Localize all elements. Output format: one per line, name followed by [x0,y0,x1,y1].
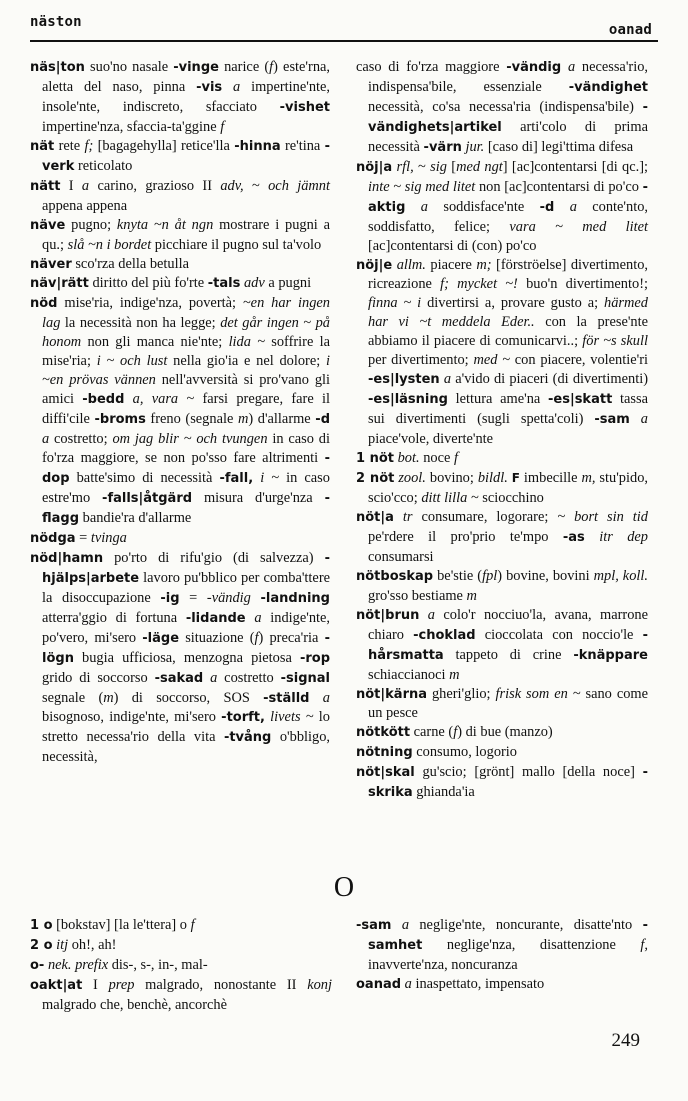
headword: -falls|åtgärd [102,490,193,506]
italic-text: a [567,59,576,75]
headword: -verk [42,138,331,174]
dictionary-entry [356,58,648,158]
dictionary-entry [30,294,330,528]
headword: -vishet [279,99,330,115]
italic-text: a [404,975,412,992]
entry-text [561,59,568,75]
italic-text: frisk som en ~ [495,685,581,702]
entry-text: = [75,529,91,546]
headword: 2 o [30,937,53,953]
entry-text: [bokstav] [la le'ttera] o [52,917,191,933]
entry-text: ghianda'ia [412,784,475,801]
headword: näv|rätt [30,276,89,292]
italic-text: tr [402,508,413,525]
entry-text: ) di bue (manzo) [457,724,553,741]
entry-text: arti'colo di prima necessità [368,118,648,155]
entry-text: ) d'allarme [248,411,316,428]
italic-text: härmed har vi ~t meddela Eder.. [368,295,648,331]
entry-text: misura d'urge'nza [192,489,325,506]
headword: nöd [30,296,58,312]
italic-text: a [254,609,262,626]
entry-text: be'stie ( [433,567,483,584]
italic-text: a [401,917,410,933]
entry-text: piacere [425,256,477,273]
entry-text: suo'no nasale [84,59,174,75]
dictionary-entry [30,177,330,216]
dictionary-entry [30,956,332,976]
dictionary-entry [30,529,330,549]
italic-text: knyta ~n åt ngn [116,216,214,233]
entry-text [585,529,599,545]
dictionary-entry [30,274,330,294]
running-head-right: oanad [608,22,652,38]
headword: oakt|at [30,977,83,993]
entry-text: [bagagehylla] retice'lla [93,137,235,154]
dictionary-entry [356,567,648,606]
entry-text: inavverte'nza, noncuranza [368,956,518,973]
entry-text: inaspettato, impensato [411,975,545,992]
italic-text: a [81,177,90,194]
italic-text: finna ~ i [368,295,422,312]
headword: nötboskap [356,568,434,584]
headword: -vändig [506,60,562,75]
entry-text: ) di soccorso, SOS [113,689,264,706]
dictionary-entry [30,58,330,137]
italic-text: i ~ [260,470,280,487]
italic-text: om jag blir ~ och tvungen [112,431,268,448]
dictionary-column-left [30,58,330,767]
entry-text: indige'nte, po'vero, mi'sero [42,609,330,646]
headword: -tals [207,276,241,292]
entry-text: per divertimento; [368,352,474,369]
headword: oanad [356,976,402,992]
entry-text: farsi pregare, fare il diffi'cile [42,391,330,428]
dictionary-entry [30,255,330,275]
headword: -vinge [173,60,219,75]
headword: -sam [594,412,630,428]
entry-text [394,509,403,525]
entry-text: segnale ( [42,689,104,706]
entry-text: costretto; [49,431,113,448]
italic-text: f [453,724,458,741]
entry-text: [ [446,158,457,175]
entry-text: soddisface'nte [427,198,540,215]
entry-text: diritto del più fo'rte [88,275,208,292]
headword: -vändighet [568,79,648,95]
entry-text: I [82,976,109,993]
dictionary-entry [30,216,330,255]
dictionary-entry [356,975,648,995]
entry-text: colo'r nocciuo'la, avana, marrone chiaro [368,606,648,643]
entry-text: po'rto di rifu'gio (di salvezza) [103,549,325,566]
entry-text: = [179,589,207,606]
italic-text: bot. [397,450,420,467]
entry-text: sciocchino [478,489,544,506]
entry-text: rete [54,137,85,154]
entry-text: malgrado, nonostante II [134,976,308,993]
entry-text: tappeto di crine [443,646,574,663]
italic-text: det går ingen ~ på honom [42,315,330,351]
entry-text: con la prese'nte abbiamo il piacere di comunicarvi..; [368,314,649,350]
headword: nöt|kärna [356,686,428,702]
entry-text: ~ [413,158,431,175]
dictionary-entry [30,137,330,177]
page-number: 249 [611,1030,640,1051]
entry-text: bisognoso, indige'nte, mi'sero [42,709,222,726]
entry-text: caso di fo'rza maggiore [356,59,507,75]
entry-text: costretto [217,669,281,686]
italic-text: allm. [396,256,426,273]
italic-text: a [322,689,330,706]
entry-text: buo'n divertimento!; [517,276,648,293]
entry-text: [förströelse] divertimento, ricreazione [368,256,648,293]
headword: -bedd [82,392,125,408]
entry-text: mostrare i pugni a qu.; [42,216,331,253]
entry-text [391,917,401,933]
entry-text: a'vido di piaceri (di divertimenti) [451,371,648,388]
italic-text: livets ~ [270,709,314,726]
entry-text: necessa'rio, indispensa'bile, essenziale [368,59,648,95]
italic-text: m [237,411,249,428]
headword: nöj|e [356,257,393,273]
headword: nöd|hamn [30,550,104,566]
headword: -choklad [413,627,476,643]
headword: 2 nöt [356,471,395,487]
header-rule [30,40,658,42]
headword: -sakad [154,670,204,686]
entry-text: neglige'nza, disattenzione [422,936,641,953]
entry-text: in caso estre'mo [42,470,330,506]
entry-text: sano come un pesce [368,685,648,722]
headword: -knäppare [573,647,648,663]
italic-text: a [427,606,435,623]
italic-text: f, [640,936,648,953]
italic-text: f [453,450,458,467]
entry-text: bandie'ra d'allarme [79,509,192,526]
entry-text: [caso di] legi'ttima difesa [484,138,634,155]
entry-text: I [60,177,82,194]
entry-text: pugno; [65,216,117,233]
entry-text: nella gio'ia e nel dolore; [167,353,326,370]
italic-text: jur. [465,138,485,155]
headword: -läge [142,630,180,646]
italic-text: f; [84,137,94,154]
entry-text: la necessità non ha legge; [60,315,221,332]
italic-text: ditt lilla ~ [421,489,479,506]
headword: 1 nöt [356,451,394,467]
entry-text: non [ac]contentarsi di po'co [475,178,643,195]
entry-text: impertine'nza, sfaccia-ta'ggine [42,118,221,135]
italic-text: fpl [482,567,498,584]
italic-text: i ~en prövas vännen [42,353,330,389]
headword: -broms [94,412,146,428]
headword: -torft, [221,710,265,726]
headword: -dop [42,451,330,487]
entry-text: ) este'rna, aletta del naso, pinna [42,59,330,95]
italic-text: sig [430,158,447,175]
italic-text: ~ bort sin tid [557,508,648,525]
headword: näver [30,256,72,272]
entry-text: carne ( [410,724,454,741]
headword: nätt [30,178,61,194]
entry-text: consumare, logorare; [412,508,558,525]
entry-text: ] [ac]contentarsi [di qc.]; [502,158,649,175]
headword: -hårsmatta [368,627,648,663]
entry-text: neglige'nte, noncurante, disatte'nto [409,917,643,933]
entry-text: piace'vole, diverte'nte [368,431,494,448]
entry-text [630,411,641,427]
entry-text: batte'simo di necessità [69,470,220,487]
entry-text: gu'scio; [grönt] mallo [della noce] [414,764,643,781]
entry-text: mise'ria, indige'nza, povertà; [57,295,243,312]
italic-text: a [443,371,452,388]
italic-text: a [210,669,218,686]
italic-text: prep [108,976,135,993]
italic-text: a [420,198,428,215]
headword: -hjälps|arbete [42,550,330,586]
entry-text: stu'pido, scio'cco; [368,470,648,506]
dictionary-entry [356,449,648,469]
italic-text: vara ~ med litet [509,218,649,235]
entry-text: cioccolata con noccio'le [475,626,643,643]
italic-text: a, vara ~ [132,391,195,408]
headword: -fall, [219,471,254,487]
italic-text: a [640,411,648,428]
headword: -landning [260,590,330,606]
entry-text: ~ [243,177,269,194]
headword: -ställd [263,690,310,706]
italic-text: slå ~n i bordet [67,236,152,253]
dictionary-entry [356,763,648,803]
headword: -samhet [368,918,649,953]
entry-text: gro'sso bestiame [368,587,467,604]
headword: nöt|a [356,509,394,525]
italic-text: itr dep [599,528,649,545]
entry-text: pe'rdere il pro'prio te'mpo [368,528,563,545]
italic-text: m [466,587,477,604]
entry-text: lavoro pu'bblico per comba'ttere la disoccupazione [42,569,330,606]
entry-text [251,590,261,606]
dictionary-entry [356,685,648,724]
italic-text: a [42,431,50,448]
headword: -vändighets|artikel [368,99,648,135]
italic-text: f [220,118,225,135]
entry-text: carino, grazioso II [89,177,221,194]
entry-text: o'bbligo, necessità, [42,729,330,766]
entry-text: lettura ame'na [447,391,548,408]
italic-text: mpl, koll. [593,567,648,584]
dictionary-column-o-right [356,916,648,995]
italic-text: tvinga [90,529,127,546]
entry-text: gheri'glio; [427,685,496,702]
entry-text: [ac]contentarsi di (con) po'co [368,237,537,254]
entry-text: in caso di fo'rza maggiore, se non po'sso fare altrimenti [42,431,330,467]
headword: nödga [30,530,76,546]
dictionary-entry [356,508,648,567]
italic-text: med ngt [456,158,503,175]
entry-text: ) bovine, bovini [497,567,594,584]
headword: nötkött [356,725,411,741]
italic-text: f [254,629,259,646]
dictionary-entry [356,743,648,763]
entry-text: necessità, co'sa necessa'ria (indispensa'bile) [368,98,643,115]
entry-text: appena appena [42,197,128,214]
headword: nät [30,138,55,154]
entry-text [554,199,569,215]
entry-text: imbecille [519,470,582,487]
entry-text: freno (segnale [145,411,238,428]
headword: nötning [356,745,413,761]
dictionary-entry [30,976,332,1015]
headword: näve [30,217,66,233]
entry-text: non gli manca nie'nte; [81,334,229,351]
italic-text: med ~ [473,352,511,369]
italic-text: m [449,666,460,683]
small-caps: F [511,471,520,486]
italic-text: i ~ och lust [96,353,168,370]
entry-text [222,79,233,95]
headword: -d [315,412,330,428]
headword: -ig [160,590,180,606]
headword: -signal [280,670,330,686]
headword: nöt|brun [356,607,420,623]
entry-text: a pugni [264,275,312,292]
italic-text: f [269,59,274,75]
italic-text: adv [243,275,265,292]
headword: -värn [423,139,462,155]
headword: 1 o [30,918,53,933]
italic-text: a [233,78,241,95]
entry-text: re'tina [280,137,325,154]
italic-text: -vändig [206,589,251,606]
headword: -vis [196,79,223,95]
headword: -es|läsning [368,392,448,408]
entry-text: reticolato [74,157,133,174]
entry-text: lo stretto necessa'rio della vita [42,709,330,746]
headword: -flagg [42,490,330,526]
headword: -rop [299,650,330,666]
entry-text [124,391,132,407]
entry-text: soffrire la mise'ria; [42,334,330,370]
italic-text: bildl. [477,470,508,487]
entry-text: picchiare il pugno sul ta'volo [151,236,322,253]
italic-text: nek. prefix [47,956,109,973]
dictionary-entry [30,936,332,956]
entry-text: grido di soccorso [42,669,155,686]
italic-text: zool. [398,470,426,487]
headword: -d [539,199,555,215]
dictionary-entry [30,549,330,767]
entry-text: divertirsi a, provare gusto a; [421,295,605,312]
entry-text: consumo, logorio [412,744,517,761]
dictionary-entry [30,916,332,936]
italic-text: f [190,917,195,933]
dictionary-entry [356,723,648,743]
entry-text [419,607,427,623]
headword: -es|skatt [548,392,613,408]
italic-text: inte ~ sig med litet [368,178,476,195]
entry-text: tassa sui divertimenti (sugli spetta'coli) [368,391,648,428]
entry-text: noce [419,450,454,467]
entry-text: narice ( [218,59,270,75]
section-letter: O [333,872,355,903]
entry-text: dis-, s-, in-, mal- [108,956,208,973]
headword: -lögn [42,630,330,666]
entry-text: atterra'ggio di fortuna [42,609,186,626]
italic-text: adv, [220,177,244,194]
headword: o- [30,957,45,973]
entry-text: sco'rza della betulla [71,255,189,272]
entry-text: ) preca'ria [258,629,325,646]
entry-text [309,690,322,706]
entry-text: malgrado che, benchè, ancorchè [42,996,227,1013]
entry-text [405,199,420,215]
headword: näs|ton [30,60,85,75]
italic-text: lida ~ [228,334,265,351]
headword: nöt|skal [356,765,415,781]
italic-text: m, [581,470,596,487]
entry-text: schiaccianoci [368,666,450,683]
dictionary-entry [356,916,648,975]
entry-text: nell'avversità si pro'vano gli amici [42,372,331,408]
italic-text: konj [307,976,332,993]
entry-text: conte'nto, soddisfatto, felice; [368,198,649,235]
headword: nöj|a [356,159,393,175]
dictionary-entry [356,606,648,685]
dictionary-column-o-left [30,916,332,1015]
entry-text: bovino; [425,470,478,487]
headword: -tvång [223,730,272,746]
dictionary-entry [356,469,648,508]
running-head-left: näston [30,14,82,30]
headword: -aktig [368,179,649,215]
entry-text: oh!, ah! [68,936,117,953]
dictionary-column-right [356,58,648,803]
headword: -lidande [185,610,246,626]
italic-text: och jämnt [268,177,330,194]
entry-text: con piacere, volentie'ri [510,352,648,369]
headword: -hinna [234,138,281,154]
italic-text: m; [476,256,492,273]
italic-text: itj [56,936,69,953]
entry-text: impertine'nte, insole'nte, indiscreto, sfacciato [42,78,331,115]
entry-text: bugia ufficiosa, menzogna pietosa [73,649,300,666]
italic-text: rfl, [396,158,414,175]
headword: -sam [356,918,392,933]
headword: -skrika [368,765,648,801]
italic-text: a [569,198,577,215]
entry-text: situazione ( [179,629,255,646]
entry-text: consumarsi [368,548,434,565]
italic-text: f; mycket ~! [440,276,518,293]
headword: -es|lysten [368,372,440,388]
italic-text: m [103,689,114,706]
headword: -as [562,529,585,545]
italic-text: för ~s skull [582,333,648,350]
italic-text: ~en har ingen lag [42,295,330,332]
dictionary-entry [356,256,648,450]
dictionary-entry [356,158,648,256]
